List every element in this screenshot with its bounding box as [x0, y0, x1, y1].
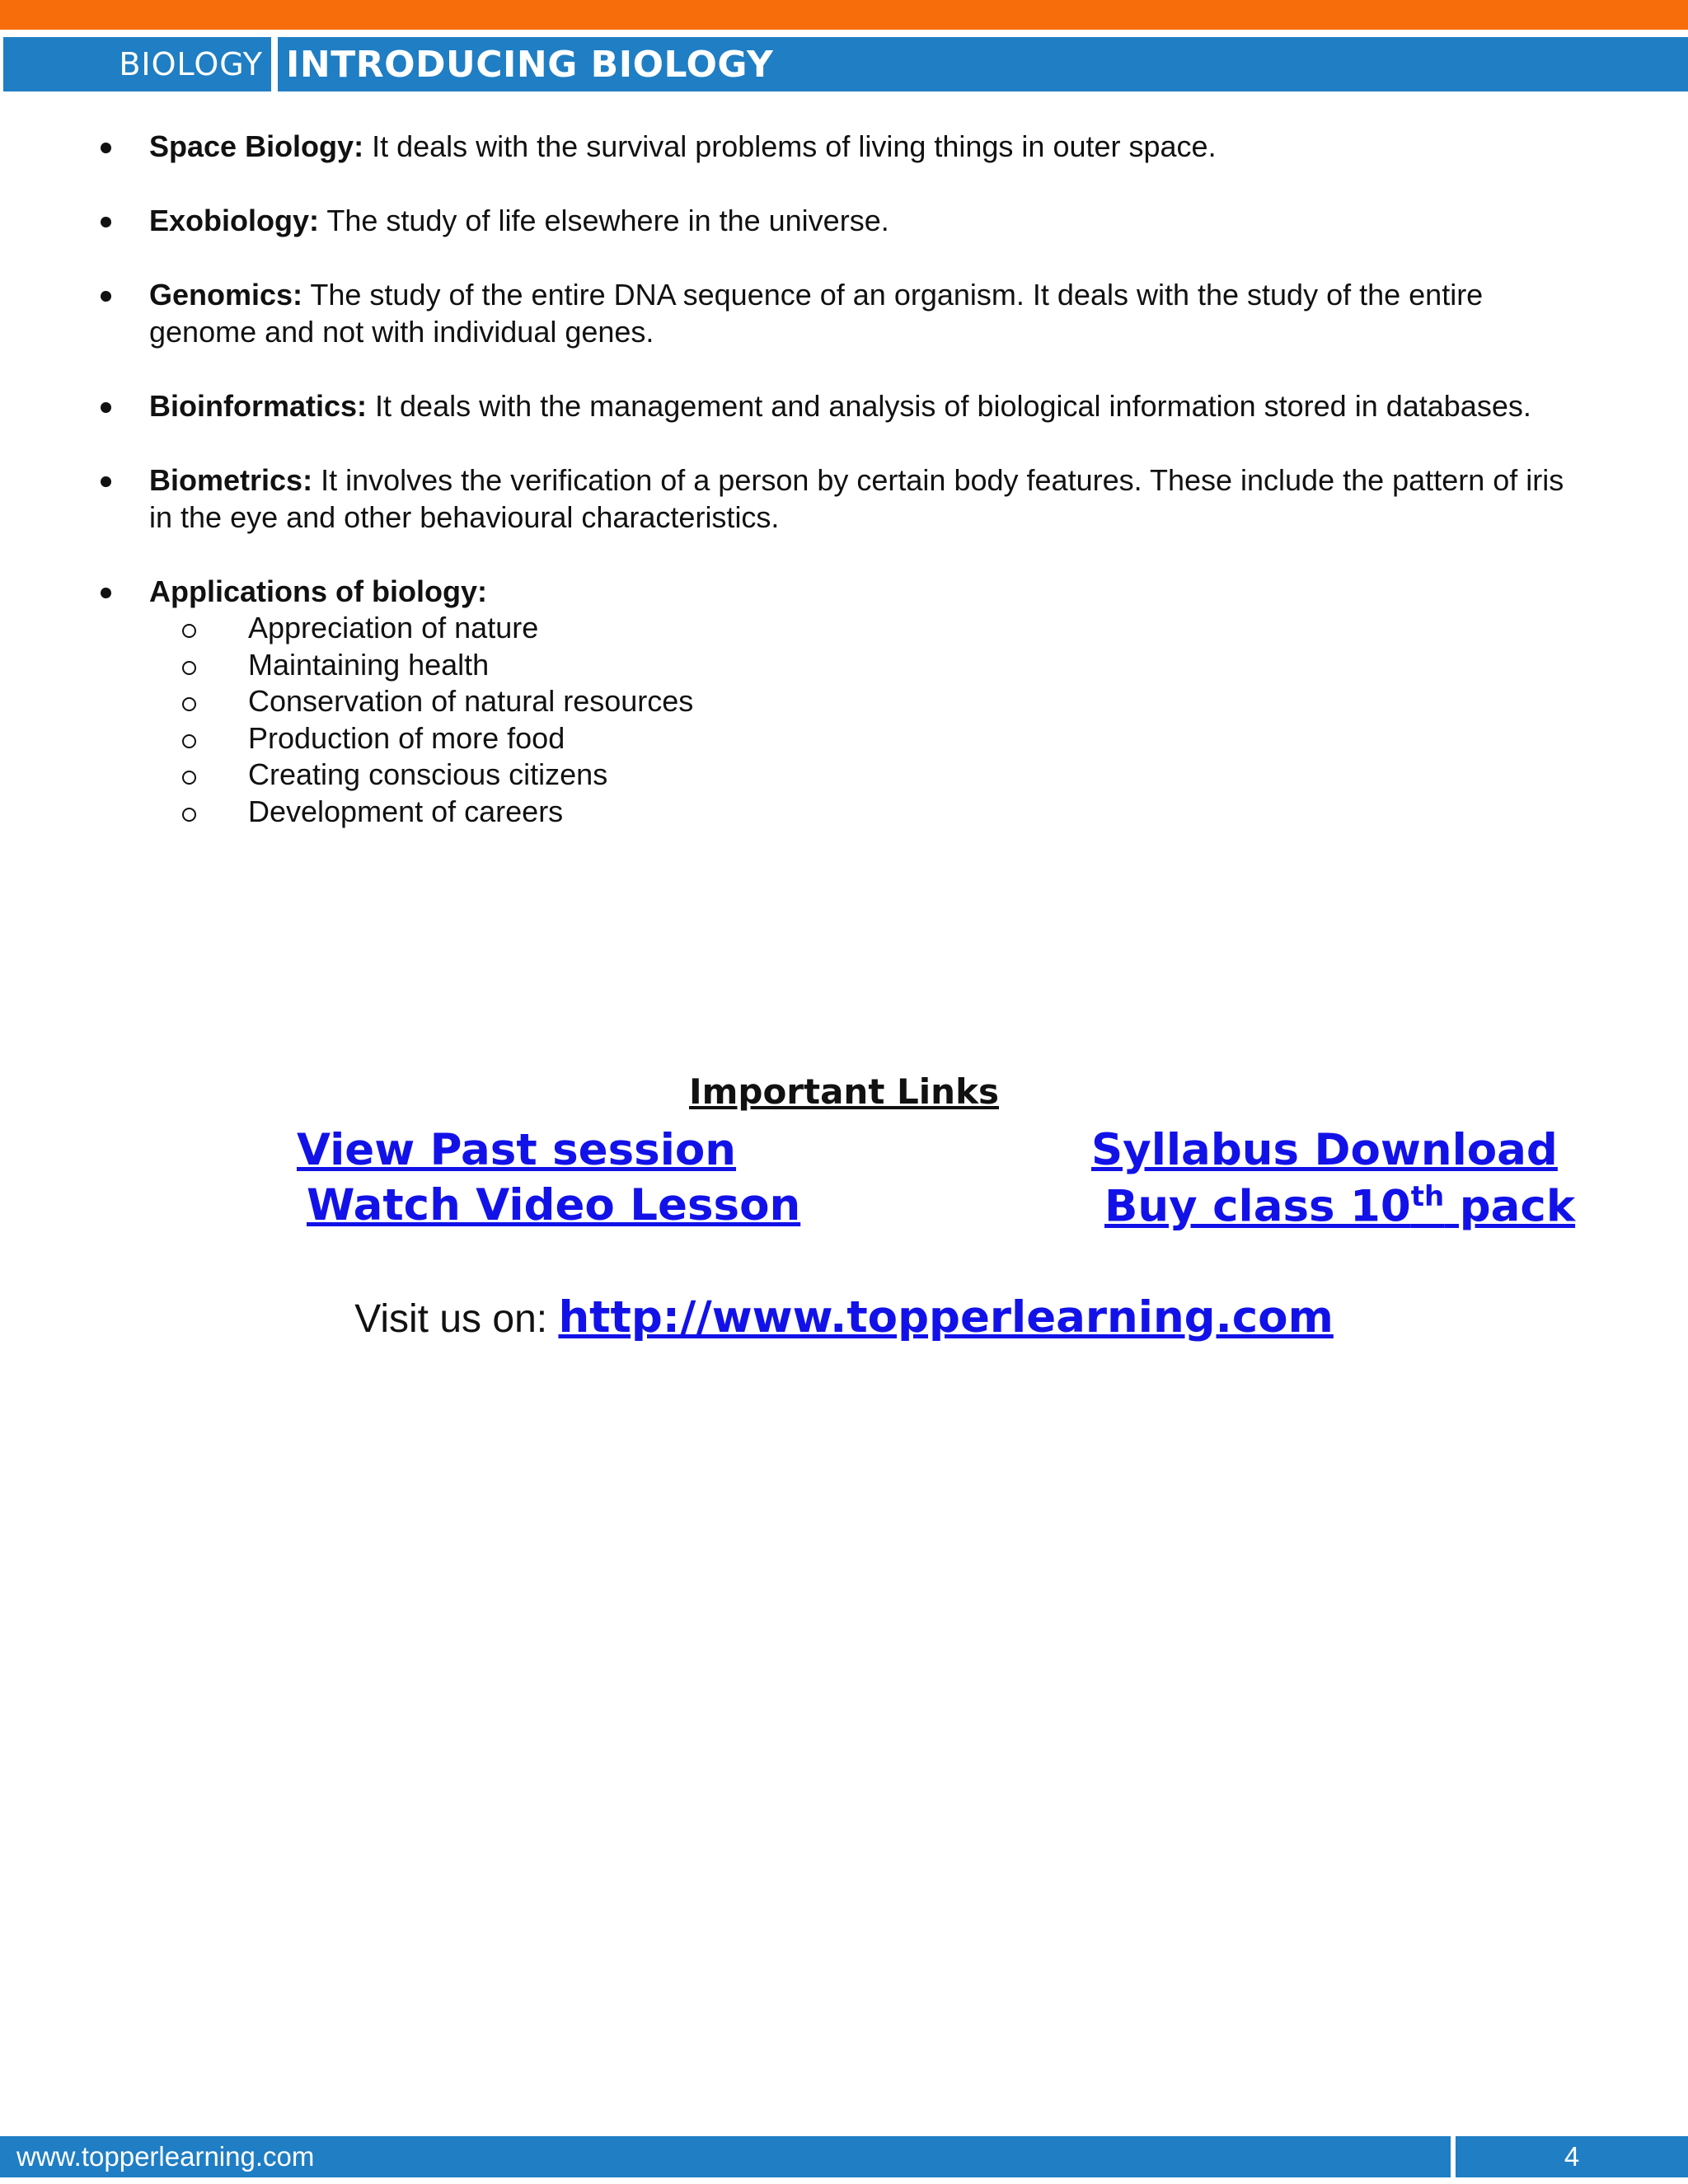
list-item: Appreciation of nature	[149, 610, 1589, 647]
page-number: 4	[1456, 2136, 1688, 2177]
bullet-text: The study of the entire DNA sequence of an organism. It deals with the study of the entire genome and not with individual genes.	[149, 278, 1484, 349]
page-footer	[0, 2136, 1688, 2177]
list-item: Creating conscious citizens	[149, 757, 1589, 794]
circle-bullet-icon	[182, 661, 196, 675]
circle-bullet-icon	[182, 624, 196, 638]
bullet-term: Space Biology:	[149, 129, 364, 163]
applications-heading: Applications of biology:	[149, 574, 487, 608]
bullet-term: Bioinformatics:	[149, 389, 368, 423]
bullet-term: Biometrics:	[149, 463, 313, 497]
bullet-term: Exobiology:	[149, 204, 319, 237]
bullet-item-bioinformatics	[0, 387, 1688, 424]
bullet-icon	[101, 217, 111, 227]
bullet-term: Genomics:	[149, 278, 303, 312]
circle-bullet-icon	[182, 771, 196, 785]
bullet-text: It deals with the management and analysis of biological information stored in databases.	[367, 389, 1531, 423]
list-item: Production of more food	[149, 720, 1589, 757]
applications-list	[149, 610, 1589, 830]
bullet-item-space-biology	[0, 128, 1688, 165]
circle-bullet-icon	[182, 697, 196, 711]
bullet-icon	[101, 291, 111, 302]
important-links-heading: Important Links	[688, 1071, 1000, 1112]
document-body	[0, 128, 1688, 867]
bullet-icon	[101, 143, 111, 153]
bullet-icon	[101, 402, 111, 413]
syllabus-download-link[interactable]: Syllabus Download	[1091, 1125, 1558, 1175]
list-item: Development of careers	[149, 794, 1589, 831]
page-header	[3, 37, 1688, 91]
header-title: INTRODUCING BIOLOGY	[278, 37, 1688, 91]
top-accent-stripe	[0, 0, 1688, 30]
bullet-text: The study of life elsewhere in the universe.	[319, 204, 889, 237]
circle-bullet-icon	[182, 808, 196, 822]
bullet-text: It deals with the survival problems of living things in outer space.	[363, 129, 1217, 163]
bullet-item-biometrics	[0, 462, 1688, 536]
bullet-icon	[101, 588, 111, 598]
bullet-item-genomics	[0, 276, 1688, 350]
website-link[interactable]: http://www.topperlearning.com	[558, 1292, 1334, 1343]
footer-website: www.topperlearning.com	[0, 2136, 1451, 2177]
list-item: Maintaining health	[149, 647, 1589, 684]
bullet-icon	[101, 476, 111, 487]
bullet-item-applications	[0, 573, 1688, 830]
bullet-item-exobiology	[0, 202, 1688, 239]
buy-class-10-pack-link[interactable]: Buy class 10th pack	[1104, 1180, 1576, 1232]
view-past-session-link[interactable]: View Past session	[297, 1125, 737, 1175]
circle-bullet-icon	[182, 734, 196, 748]
bullet-text: It involves the verification of a person by certain body features. These include the pattern of iris in the eye and other behavioural characteristics.	[149, 463, 1564, 534]
list-item: Conservation of natural resources	[149, 683, 1589, 720]
visit-us-label: Visit us on:	[354, 1297, 559, 1341]
header-subject: BIOLOGY	[3, 37, 271, 91]
visit-us-row	[0, 1292, 1688, 1343]
watch-video-lesson-link[interactable]: Watch Video Lesson	[307, 1180, 801, 1230]
